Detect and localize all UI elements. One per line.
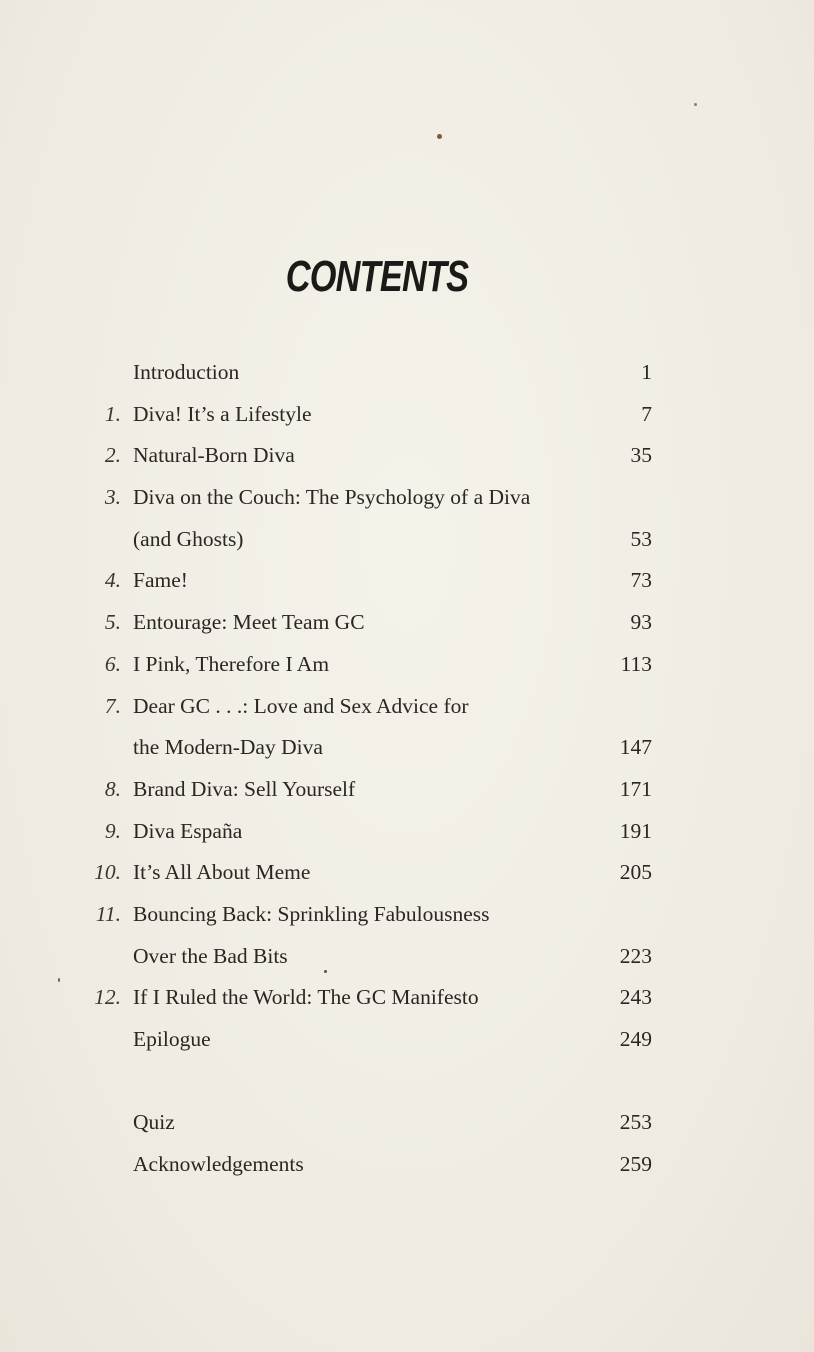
page-number: 253 [619, 1110, 652, 1135]
toc-entry [0, 894, 814, 936]
chapter-title: Natural-Born Diva [133, 443, 295, 468]
toc-entry [0, 769, 814, 811]
toc-entry [0, 644, 814, 686]
chapter-title: Diva! It’s a Lifestyle [133, 401, 312, 426]
table-of-contents [0, 352, 814, 1186]
print-speck [694, 103, 697, 106]
chapter-number: 7. [104, 693, 121, 718]
page-number: 205 [619, 860, 652, 885]
page-number: 7 [641, 401, 652, 426]
chapter-title: Acknowledgements [133, 1152, 304, 1177]
chapter-title: Epilogue [133, 1027, 211, 1051]
chapter-number: 9. [104, 818, 121, 843]
chapter-title: Brand Diva: Sell Yourself [133, 776, 356, 801]
toc-entry [0, 1144, 814, 1186]
page-number: 171 [619, 776, 652, 801]
page-number: 93 [630, 610, 652, 635]
chapter-number: 11. [95, 901, 121, 926]
chapter-title: (and Ghosts) [133, 526, 244, 551]
toc-entry [0, 811, 814, 853]
toc-entry [0, 352, 814, 394]
chapter-number: 6. [104, 651, 121, 676]
toc-entry [0, 1019, 814, 1061]
chapter-title: Dear GC . . .: Love and Sex Advice for [133, 693, 469, 718]
chapter-number: 10. [94, 860, 121, 885]
chapter-title: Fame! [133, 568, 188, 593]
chapter-title: Over the Bad Bits [133, 943, 288, 968]
toc-entry [0, 977, 814, 1019]
chapter-title: Introduction [133, 360, 240, 384]
chapter-title: Bouncing Back: Sprinkling Fabulousness [133, 901, 490, 926]
chapter-title: Diva on the Couch: The Psychology of a Diva [133, 485, 531, 510]
chapter-number: 3. [104, 485, 121, 510]
chapter-title: It’s All About Meme [133, 860, 311, 885]
chapter-number: 12. [94, 985, 121, 1010]
page-number: 113 [620, 651, 652, 676]
toc-entry [0, 394, 814, 436]
toc-entry [0, 519, 814, 561]
chapter-title: Entourage: Meet Team GC [133, 610, 365, 635]
page-number: 223 [619, 943, 652, 968]
page-number: 1 [641, 360, 652, 384]
chapter-number: 2. [104, 443, 121, 468]
toc-entry [0, 477, 814, 519]
page-number: 53 [630, 526, 652, 551]
toc-entry [0, 560, 814, 602]
toc-entry [0, 852, 814, 894]
toc-entry [0, 727, 814, 769]
page-number: 249 [619, 1027, 652, 1051]
chapter-title: Diva España [133, 818, 243, 843]
chapter-title: If I Ruled the World: The GC Manifesto [133, 985, 479, 1010]
print-speck [437, 134, 442, 139]
page-number: 147 [619, 735, 652, 760]
section-gap [0, 1061, 814, 1103]
toc-entry [0, 936, 814, 978]
toc-entry [0, 686, 814, 728]
page-number: 35 [630, 443, 652, 468]
chapter-number: 4. [104, 568, 121, 593]
chapter-title: Quiz [133, 1110, 175, 1135]
page-number: 259 [619, 1152, 652, 1177]
toc-entry [0, 602, 814, 644]
toc-entry [0, 435, 814, 477]
toc-entry [0, 1102, 814, 1144]
chapter-title: I Pink, Therefore I Am [133, 651, 330, 676]
chapter-number: 1. [104, 401, 121, 426]
page-number: 73 [630, 568, 652, 593]
page-number: 191 [619, 818, 652, 843]
page-number: 243 [619, 985, 652, 1010]
chapter-number: 8. [104, 776, 121, 801]
chapter-title: the Modern-Day Diva [133, 735, 323, 760]
chapter-number: 5. [104, 610, 121, 635]
page-title: CONTENTS [285, 252, 469, 301]
